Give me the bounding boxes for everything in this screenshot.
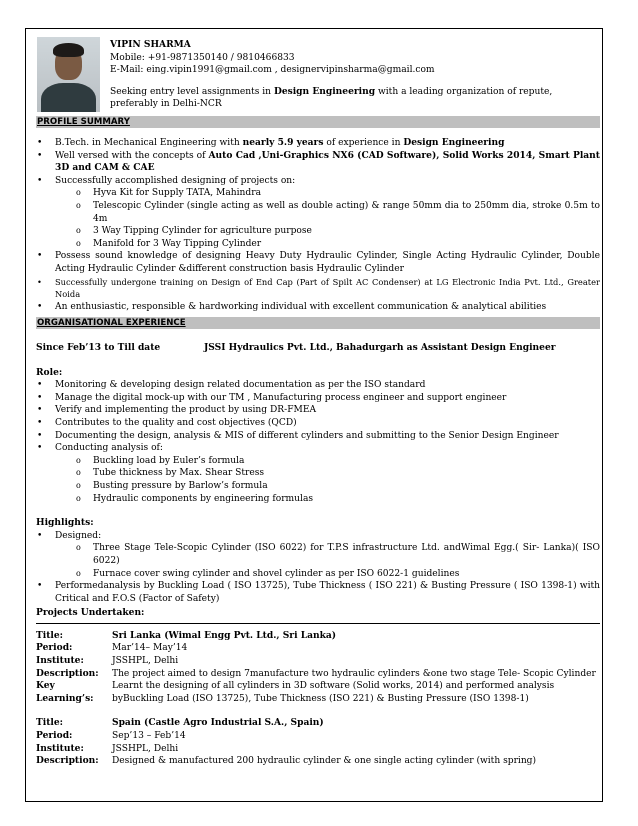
divider <box>36 623 600 630</box>
list-item: o Telescopic Cylinder (single acting as well as double acting) & range 50mm dia to 250mm dia, stroke 0.5m to 4m <box>55 200 600 225</box>
experience-body <box>36 342 600 768</box>
employment-line: Since Feb’13 to Till date JSSI Hydraulics Pvt. Ltd., Bahadurgarh as Assistant Design Engineer <box>36 342 556 353</box>
section-heading-experience: ORGANISATIONAL EXPERIENCE <box>36 317 600 329</box>
list-item: • Conducting analysis of: o Buckling load by Euler’s formula o Tube thickness by Max. Shear Stress o Busting pressure by Barlow’s formula o Hydraulic components by engineering formulas <box>36 442 600 505</box>
list-item: o Tube thickness by Max. Shear Stress <box>55 467 600 480</box>
highlights-label: Highlights: <box>36 517 94 529</box>
list-item: • Monitoring & developing design related documentation as per the ISO standard <box>36 379 600 392</box>
list-item: o Three Stage Tele-Scopic Cylinder (ISO 6022) for T.P.S infrastructure Ltd. andWimal Egg.( Sir- Lanka)( ISO 6022) <box>55 542 600 567</box>
profile-summary <box>36 137 600 313</box>
contact-header <box>110 39 600 111</box>
list-item: o 3 Way Tipping Cylinder for agriculture purpose <box>55 225 600 238</box>
project-sri-lanka: Title: Sri Lanka (Wimal Engg Pvt. Ltd., Sri Lanka) Period: Mar’14– May’14 Institute: JSSHPL, Delhi Description: The project aimed to design 7manufacture two hydraulic cylinders &one two stage Tele- Scopic Cylinder Key Learning’s: Learnt the designing of all cylinders in 3D software (Solid works, 2014) and performed analysis byBuckling Load (ISO 13725), Tube Thickness (ISO 221) & Busting Pressure (ISO 1398-1) <box>36 629 596 704</box>
list-item: • Documenting the design, analysis & MIS of different cylinders and submitting to the Senior Design Engineer <box>36 430 600 443</box>
list-item: • Manage the digital mock-up with our TM , Manufacturing process engineer and support engineer <box>36 392 600 405</box>
candidate-name: VIPIN SHARMA <box>110 39 191 50</box>
project-spain: Title: Spain (Castle Agro Industrial S.A., Spain) Period: Sep’13 – Feb’14 Institute: JSSHPL, Delhi Description: Designed & manufactured 200 hydraulic cylinder & one single acting cylinder (with spring) <box>36 717 537 767</box>
list-item: • Performedanalysis by Buckling Load ( ISO 13725), Tube Thickness ( ISO 221) & Busting Pressure ( ISO 1398-1) with Critical and F.O.S (Factor of Safety) <box>36 580 600 605</box>
list-item: • Designed: o Three Stage Tele-Scopic Cylinder (ISO 6022) for T.P.S infrastructure Ltd. andWimal Egg.( Sir- Lanka)( ISO 6022) o Furnace cover swing cylinder and shovel cylinder as per ISO 6022-1 guidelines <box>36 530 600 580</box>
list-item: • Contributes to the quality and cost objectives (QCD) <box>36 417 600 430</box>
mobile-line: Mobile: +91-9871350140 / 9810466833 <box>110 52 295 63</box>
list-item: o Manifold for 3 Way Tipping Cylinder <box>55 238 600 251</box>
list-item: • Verify and implementing the product by using DR-FMEA <box>36 404 600 417</box>
list-item: • Successfully undergone training on Design of End Cap (Part of Spilt AC Condenser) at LG Electronic India Pvt. Ltd., Greater Noida <box>36 276 600 301</box>
projects-label: Projects Undertaken: <box>36 607 145 619</box>
list-item: o Busting pressure by Barlow’s formula <box>55 480 600 493</box>
objective: Seeking entry level assignments in Design Engineering with a leading organization of repute, preferably in Delhi-NCR <box>110 85 553 110</box>
list-item: • Possess sound knowledge of designing Heavy Duty Hydraulic Cylinder, Single Acting Hydraulic Cylinder, Double Acting Hydraulic Cylinder &different construction basis Hydraulic Cylinder <box>36 250 600 275</box>
list-item: • An enthusiastic, responsible & hardworking individual with excellent communication & analytical abilities <box>36 301 600 314</box>
list-item: • B.Tech. in Mechanical Engineering with nearly 5.9 years of experience in Design Engineering <box>36 137 600 150</box>
list-item: • Well versed with the concepts of Auto Cad ,Uni-Graphics NX6 (CAD Software), Solid Works 2014, Smart Plant 3D and CAM & CAE <box>36 150 600 175</box>
email-line: E-Mail: eing.vipin1991@gmail.com , designervipinsharma@gmail.com <box>110 65 435 76</box>
list-item: o Buckling load by Euler’s formula <box>55 455 600 468</box>
list-item: • Successfully accomplished designing of projects on: o Hyva Kit for Supply TATA, Mahindra o Telescopic Cylinder (single acting as well as double acting) & range 50mm dia to 250mm dia, stroke 0.5m to 4m o 3 Way Tipping Cylinder for agriculture purpose o Manifold for 3 Way Tipping Cylinder <box>36 175 600 251</box>
list-item: o Furnace cover swing cylinder and shovel cylinder as per ISO 6022-1 guidelines <box>55 568 600 581</box>
section-heading-profile: PROFILE SUMMARY <box>36 116 600 128</box>
list-item: o Hydraulic components by engineering formulas <box>55 493 600 506</box>
profile-photo <box>37 37 100 112</box>
role-label: Role: <box>36 366 63 378</box>
list-item: o Hyva Kit for Supply TATA, Mahindra <box>55 187 600 200</box>
